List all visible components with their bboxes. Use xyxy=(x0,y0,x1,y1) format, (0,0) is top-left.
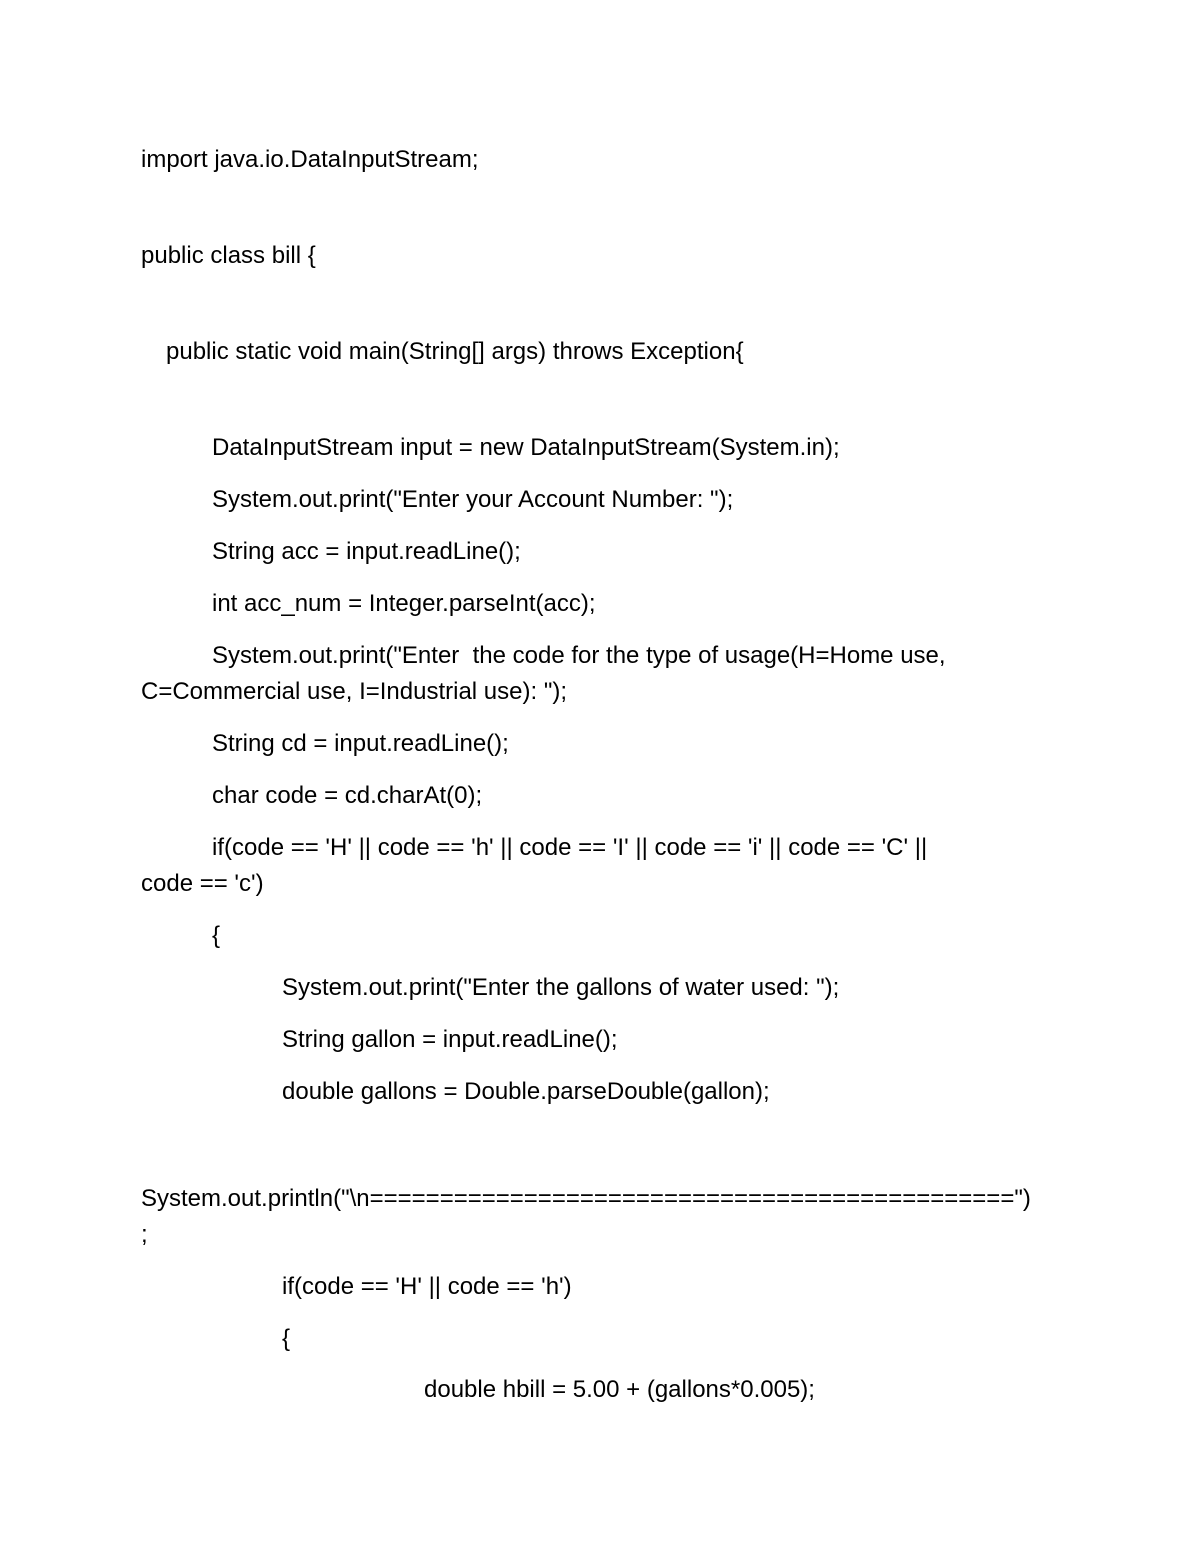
code-line-parse-gallons: double gallons = Double.parseDouble(gallon); xyxy=(282,1078,770,1105)
code-line-if-valid-code-wrap: code == 'c') xyxy=(141,870,264,897)
code-line-import: import java.io.DataInputStream; xyxy=(141,146,479,173)
code-line-main-method: public static void main(String[] args) throws Exception{ xyxy=(166,338,744,365)
code-line-parse-account: int acc_num = Integer.parseInt(acc); xyxy=(212,590,596,617)
code-line-print-separator: System.out.println("\n==============================================") xyxy=(141,1185,1031,1212)
code-line-print-account: System.out.print("Enter your Account Number: "); xyxy=(212,486,734,513)
code-line-char-code: char code = cd.charAt(0); xyxy=(212,782,483,809)
code-line-print-separator-wrap: ; xyxy=(141,1221,148,1248)
code-line-home-bill: double hbill = 5.00 + (gallons*0.005); xyxy=(424,1376,815,1403)
code-line-home-open-brace: { xyxy=(282,1325,291,1352)
code-line-input-stream: DataInputStream input = new DataInputStream(System.in); xyxy=(212,434,840,461)
code-line-read-gallons: String gallon = input.readLine(); xyxy=(282,1026,618,1053)
code-line-print-code-prompt: System.out.print("Enter the code for the type of usage(H=Home use, xyxy=(212,642,946,669)
code-line-open-brace: { xyxy=(212,922,221,949)
code-line-read-code: String cd = input.readLine(); xyxy=(212,730,509,757)
code-line-if-home: if(code == 'H' || code == 'h') xyxy=(282,1273,572,1300)
code-line-class-declaration: public class bill { xyxy=(141,242,316,269)
code-line-print-gallons: System.out.print("Enter the gallons of water used: "); xyxy=(282,974,840,1001)
code-line-read-account: String acc = input.readLine(); xyxy=(212,538,521,565)
code-line-if-valid-code: if(code == 'H' || code == 'h' || code == 'I' || code == 'i' || code == 'C' || xyxy=(212,834,928,861)
code-line-print-code-prompt-wrap: C=Commercial use, I=Industrial use): "); xyxy=(141,678,567,705)
